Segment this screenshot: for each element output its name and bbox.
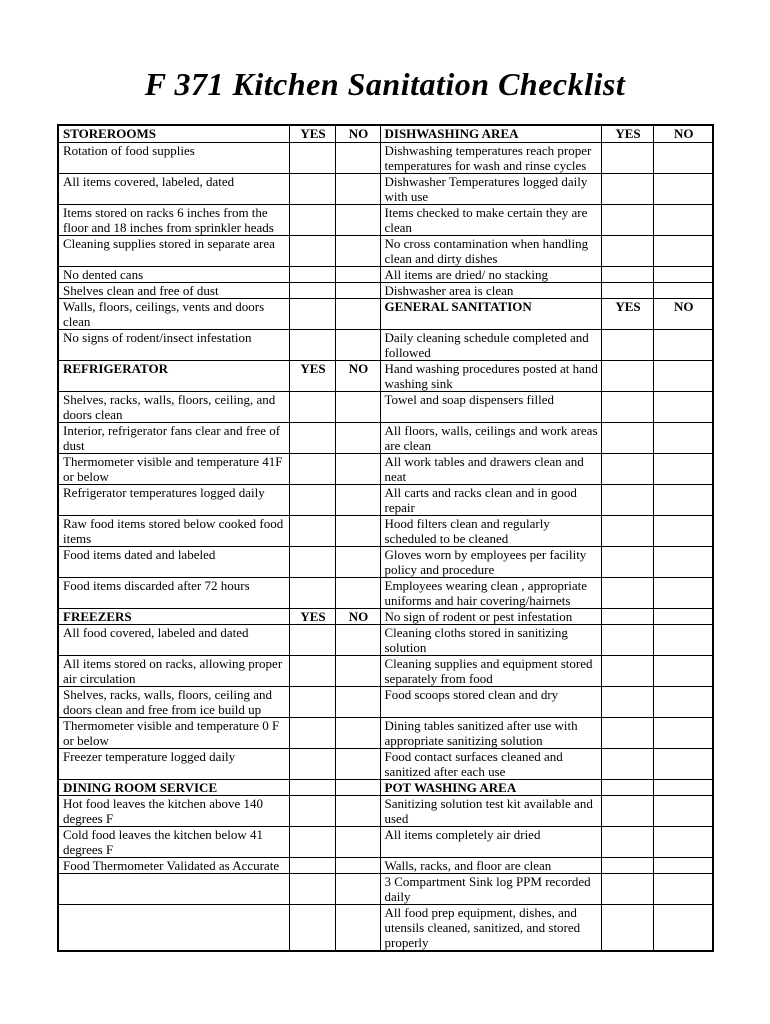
yes-answer-cell[interactable] xyxy=(601,717,653,748)
checklist-item-label: Shelves, racks, walls, floors, ceiling, and doors clean xyxy=(58,391,289,422)
checklist-item-label: All items are dried/ no stacking xyxy=(380,266,601,282)
no-answer-cell[interactable] xyxy=(335,422,380,453)
no-answer-cell[interactable] xyxy=(653,484,713,515)
no-answer-cell[interactable] xyxy=(335,391,380,422)
checklist-item-label: Hood filters clean and regularly scheduled to be cleaned xyxy=(380,515,601,546)
no-answer-cell[interactable] xyxy=(653,608,713,624)
no-answer-cell[interactable] xyxy=(653,453,713,484)
no-answer-cell[interactable] xyxy=(653,795,713,826)
yes-answer-cell[interactable] xyxy=(289,453,335,484)
no-column-header: NO xyxy=(653,125,713,142)
yes-answer-cell[interactable] xyxy=(601,515,653,546)
empty-label-cell xyxy=(58,873,289,904)
yes-answer-cell[interactable] xyxy=(289,235,335,266)
checklist-item-label: Hot food leaves the kitchen above 140 degrees F xyxy=(58,795,289,826)
checklist-item-label: Interior, refrigerator fans clear and free of dust xyxy=(58,422,289,453)
no-answer-cell[interactable] xyxy=(335,515,380,546)
yes-answer-cell[interactable] xyxy=(601,484,653,515)
table-row xyxy=(58,717,713,748)
yes-answer-cell[interactable] xyxy=(601,422,653,453)
checklist-item-label: Gloves worn by employees per facility policy and procedure xyxy=(380,546,601,577)
checklist-item-label: Food contact surfaces cleaned and sanitized after each use xyxy=(380,748,601,779)
no-answer-cell[interactable] xyxy=(653,779,713,795)
yes-answer-cell[interactable] xyxy=(289,546,335,577)
no-answer-cell[interactable] xyxy=(653,624,713,655)
no-answer-cell[interactable] xyxy=(653,391,713,422)
checklist-item-label: Hand washing procedures posted at hand washing sink xyxy=(380,360,601,391)
table-row xyxy=(58,125,713,142)
table-row xyxy=(58,391,713,422)
no-answer-cell[interactable] xyxy=(335,686,380,717)
section-header-label: STOREROOMS xyxy=(58,125,289,142)
no-answer-cell[interactable] xyxy=(653,142,713,173)
no-answer-cell[interactable] xyxy=(335,904,380,951)
no-answer-cell[interactable] xyxy=(653,173,713,204)
table-row xyxy=(58,484,713,515)
no-answer-cell[interactable] xyxy=(653,235,713,266)
no-answer-cell[interactable] xyxy=(653,686,713,717)
yes-answer-cell[interactable] xyxy=(601,546,653,577)
yes-answer-cell[interactable] xyxy=(289,282,335,298)
no-answer-cell[interactable] xyxy=(653,717,713,748)
page-title: F 371 Kitchen Sanitation Checklist xyxy=(144,66,626,102)
table-row xyxy=(58,873,713,904)
no-answer-cell[interactable] xyxy=(335,282,380,298)
no-answer-cell[interactable] xyxy=(653,873,713,904)
yes-answer-cell[interactable] xyxy=(601,391,653,422)
yes-answer-cell[interactable] xyxy=(601,826,653,857)
checklist-item-label: All items stored on racks, allowing proper air circulation xyxy=(58,655,289,686)
yes-answer-cell[interactable] xyxy=(289,686,335,717)
section-header-label: FREEZERS xyxy=(58,608,289,624)
yes-answer-cell[interactable] xyxy=(601,173,653,204)
no-answer-cell[interactable] xyxy=(335,655,380,686)
checklist-item-label: Food scoops stored clean and dry xyxy=(380,686,601,717)
yes-answer-cell[interactable] xyxy=(289,795,335,826)
table-row xyxy=(58,655,713,686)
checklist-item-label: Cold food leaves the kitchen below 41 degrees F xyxy=(58,826,289,857)
checklist-table-body xyxy=(58,125,713,951)
checklist-item-label: No dented cans xyxy=(58,266,289,282)
table-row xyxy=(58,360,713,391)
section-header-label: DISHWASHING AREA xyxy=(380,125,601,142)
section-header-label: GENERAL SANITATION xyxy=(380,298,601,329)
checklist-item-label: Daily cleaning schedule completed and followed xyxy=(380,329,601,360)
no-answer-cell[interactable] xyxy=(653,360,713,391)
no-answer-cell[interactable] xyxy=(335,826,380,857)
no-answer-cell[interactable] xyxy=(335,546,380,577)
table-row xyxy=(58,546,713,577)
checklist-item-label: Thermometer visible and temperature 41F or below xyxy=(58,453,289,484)
checklist-item-label: Raw food items stored below cooked food items xyxy=(58,515,289,546)
table-row xyxy=(58,142,713,173)
no-answer-cell[interactable] xyxy=(653,422,713,453)
checklist-item-label: 3 Compartment Sink log PPM recorded daily xyxy=(380,873,601,904)
checklist-item-label: All food prep equipment, dishes, and utensils cleaned, sanitized, and stored properly xyxy=(380,904,601,951)
yes-answer-cell[interactable] xyxy=(289,624,335,655)
yes-answer-cell[interactable] xyxy=(601,779,653,795)
no-answer-cell[interactable] xyxy=(335,717,380,748)
table-row xyxy=(58,857,713,873)
no-answer-cell[interactable] xyxy=(653,329,713,360)
no-answer-cell[interactable] xyxy=(653,577,713,608)
checklist-item-label: Cleaning cloths stored in sanitizing solution xyxy=(380,624,601,655)
no-answer-cell[interactable] xyxy=(335,484,380,515)
checklist-item-label: Shelves clean and free of dust xyxy=(58,282,289,298)
yes-answer-cell[interactable] xyxy=(601,655,653,686)
yes-answer-cell[interactable] xyxy=(289,904,335,951)
yes-answer-cell[interactable] xyxy=(601,329,653,360)
no-answer-cell[interactable] xyxy=(335,577,380,608)
table-row xyxy=(58,608,713,624)
yes-answer-cell[interactable] xyxy=(289,142,335,173)
yes-answer-cell[interactable] xyxy=(289,655,335,686)
yes-answer-cell[interactable] xyxy=(289,826,335,857)
checklist-item-label: Items checked to make certain they are clean xyxy=(380,204,601,235)
checklist-item-label: All items covered, labeled, dated xyxy=(58,173,289,204)
checklist-item-label: Dining tables sanitized after use with appropriate sanitizing solution xyxy=(380,717,601,748)
checklist-item-label: Towel and soap dispensers filled xyxy=(380,391,601,422)
no-answer-cell[interactable] xyxy=(335,142,380,173)
checklist-item-label: Food items discarded after 72 hours xyxy=(58,577,289,608)
yes-column-header: YES xyxy=(289,360,335,391)
yes-answer-cell[interactable] xyxy=(601,795,653,826)
empty-label-cell xyxy=(58,904,289,951)
yes-answer-cell[interactable] xyxy=(289,873,335,904)
no-answer-cell[interactable] xyxy=(653,515,713,546)
no-answer-cell[interactable] xyxy=(335,748,380,779)
table-row xyxy=(58,826,713,857)
table-row xyxy=(58,235,713,266)
yes-answer-cell[interactable] xyxy=(601,857,653,873)
yes-answer-cell[interactable] xyxy=(289,717,335,748)
checklist-item-label: All floors, walls, ceilings and work areas are clean xyxy=(380,422,601,453)
checklist-item-label: No sign of rodent or pest infestation xyxy=(380,608,601,624)
yes-answer-cell[interactable] xyxy=(601,608,653,624)
yes-answer-cell[interactable] xyxy=(601,748,653,779)
checklist-item-label: Items stored on racks 6 inches from the floor and 18 inches from sprinkler heads xyxy=(58,204,289,235)
table-row xyxy=(58,624,713,655)
no-column-header: NO xyxy=(653,298,713,329)
checklist-item-label: No cross contamination when handling clean and dirty dishes xyxy=(380,235,601,266)
checklist-item-label: Rotation of food supplies xyxy=(58,142,289,173)
table-row xyxy=(58,795,713,826)
yes-answer-cell[interactable] xyxy=(289,173,335,204)
table-row xyxy=(58,779,713,795)
checklist-table xyxy=(57,124,714,952)
checklist-item-label: Dishwasher Temperatures logged daily with use xyxy=(380,173,601,204)
no-answer-cell[interactable] xyxy=(335,266,380,282)
no-answer-cell[interactable] xyxy=(653,282,713,298)
yes-answer-cell[interactable] xyxy=(289,857,335,873)
no-answer-cell[interactable] xyxy=(653,546,713,577)
yes-column-header: YES xyxy=(289,125,335,142)
yes-answer-cell[interactable] xyxy=(601,577,653,608)
checklist-item-label: All work tables and drawers clean and neat xyxy=(380,453,601,484)
table-row xyxy=(58,298,713,329)
section-header-label: REFRIGERATOR xyxy=(58,360,289,391)
no-answer-cell[interactable] xyxy=(653,826,713,857)
checklist-item-label: Dishwasher area is clean xyxy=(380,282,601,298)
checklist-item-label: No signs of rodent/insect infestation xyxy=(58,329,289,360)
no-answer-cell[interactable] xyxy=(653,857,713,873)
yes-answer-cell[interactable] xyxy=(289,329,335,360)
table-row xyxy=(58,266,713,282)
yes-column-header: YES xyxy=(289,608,335,624)
no-answer-cell[interactable] xyxy=(653,904,713,951)
section-header-label: POT WASHING AREA xyxy=(380,779,601,795)
no-answer-cell[interactable] xyxy=(335,173,380,204)
checklist-item-label: All items completely air dried xyxy=(380,826,601,857)
table-row xyxy=(58,515,713,546)
table-row xyxy=(58,173,713,204)
checklist-item-label: Cleaning supplies stored in separate area xyxy=(58,235,289,266)
checklist-item-label: Employees wearing clean , appropriate uniforms and hair covering/hairnets xyxy=(380,577,601,608)
checklist-item-label: Food Thermometer Validated as Accurate xyxy=(58,857,289,873)
yes-answer-cell[interactable] xyxy=(601,686,653,717)
yes-column-header: YES xyxy=(601,298,653,329)
yes-answer-cell[interactable] xyxy=(289,515,335,546)
checklist-item-label: All food covered, labeled and dated xyxy=(58,624,289,655)
checklist-item-label: Cleaning supplies and equipment stored separately from food xyxy=(380,655,601,686)
checklist-item-label: Freezer temperature logged daily xyxy=(58,748,289,779)
checklist-item-label: Walls, floors, ceilings, vents and doors clean xyxy=(58,298,289,329)
checklist-item-label: Walls, racks, and floor are clean xyxy=(380,857,601,873)
no-answer-cell[interactable] xyxy=(653,655,713,686)
table-row xyxy=(58,204,713,235)
yes-answer-cell[interactable] xyxy=(289,748,335,779)
no-answer-cell[interactable] xyxy=(335,453,380,484)
no-answer-cell[interactable] xyxy=(653,748,713,779)
table-row xyxy=(58,282,713,298)
table-row xyxy=(58,748,713,779)
no-answer-cell[interactable] xyxy=(335,795,380,826)
table-row xyxy=(58,453,713,484)
yes-answer-cell[interactable] xyxy=(289,422,335,453)
no-answer-cell[interactable] xyxy=(335,298,380,329)
yes-answer-cell[interactable] xyxy=(601,282,653,298)
section-header-label: DINING ROOM SERVICE xyxy=(58,779,289,795)
yes-answer-cell[interactable] xyxy=(601,624,653,655)
no-answer-cell[interactable] xyxy=(653,266,713,282)
no-answer-cell[interactable] xyxy=(653,204,713,235)
yes-answer-cell[interactable] xyxy=(601,873,653,904)
yes-answer-cell[interactable] xyxy=(289,484,335,515)
yes-answer-cell[interactable] xyxy=(289,204,335,235)
no-column-header: NO xyxy=(335,125,380,142)
checklist-item-label: Shelves, racks, walls, floors, ceiling and doors clean and free from ice build up xyxy=(58,686,289,717)
yes-answer-cell[interactable] xyxy=(601,142,653,173)
no-column-header: NO xyxy=(335,608,380,624)
yes-answer-cell[interactable] xyxy=(289,298,335,329)
yes-answer-cell[interactable] xyxy=(601,360,653,391)
no-answer-cell[interactable] xyxy=(335,329,380,360)
table-row xyxy=(58,329,713,360)
yes-answer-cell[interactable] xyxy=(289,266,335,282)
no-answer-cell[interactable] xyxy=(335,204,380,235)
yes-answer-cell[interactable] xyxy=(289,779,335,795)
table-row xyxy=(58,686,713,717)
yes-answer-cell[interactable] xyxy=(601,235,653,266)
checklist-item-label: Refrigerator temperatures logged daily xyxy=(58,484,289,515)
yes-answer-cell[interactable] xyxy=(601,453,653,484)
yes-answer-cell[interactable] xyxy=(289,577,335,608)
checklist-item-label: Sanitizing solution test kit available and used xyxy=(380,795,601,826)
yes-answer-cell[interactable] xyxy=(601,204,653,235)
no-answer-cell[interactable] xyxy=(335,779,380,795)
yes-answer-cell[interactable] xyxy=(601,904,653,951)
table-row xyxy=(58,577,713,608)
checklist-item-label: Food items dated and labeled xyxy=(58,546,289,577)
checklist-item-label: All carts and racks clean and in good repair xyxy=(380,484,601,515)
no-answer-cell[interactable] xyxy=(335,873,380,904)
yes-answer-cell[interactable] xyxy=(289,391,335,422)
table-row xyxy=(58,904,713,951)
table-row xyxy=(58,422,713,453)
no-answer-cell[interactable] xyxy=(335,235,380,266)
no-answer-cell[interactable] xyxy=(335,857,380,873)
yes-column-header: YES xyxy=(601,125,653,142)
checklist-item-label: Thermometer visible and temperature 0 F or below xyxy=(58,717,289,748)
checklist-item-label: Dishwashing temperatures reach proper temperatures for wash and rinse cycles xyxy=(380,142,601,173)
no-column-header: NO xyxy=(335,360,380,391)
no-answer-cell[interactable] xyxy=(335,624,380,655)
yes-answer-cell[interactable] xyxy=(601,266,653,282)
